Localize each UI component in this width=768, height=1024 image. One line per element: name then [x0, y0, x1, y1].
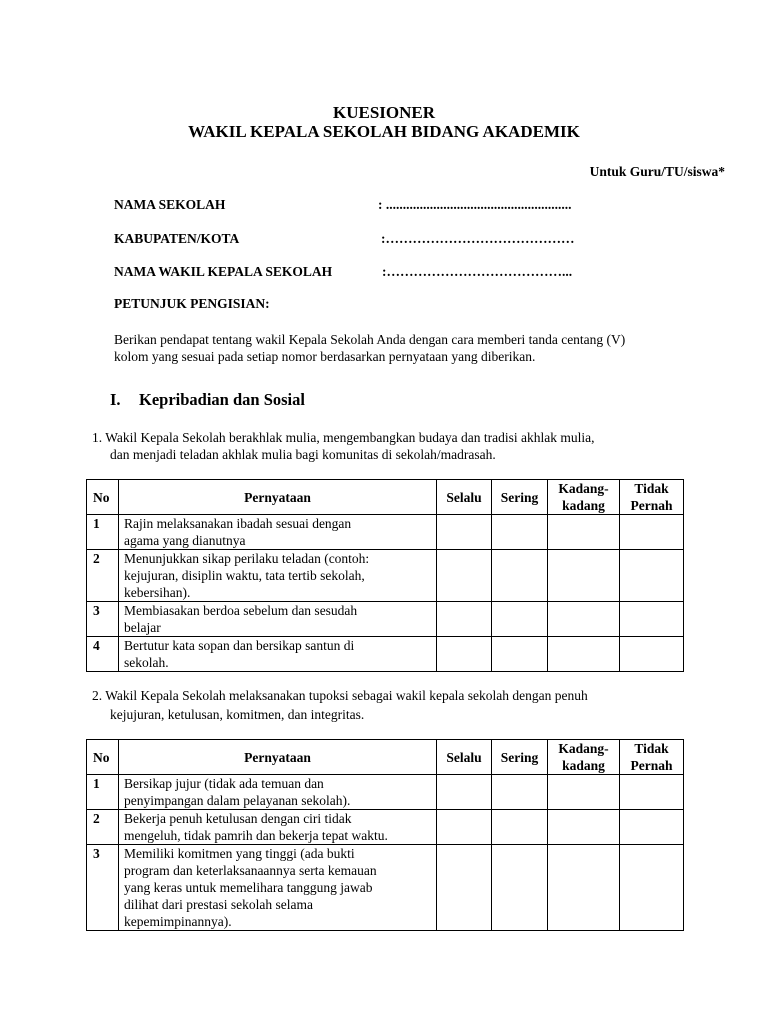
- question-1-line-1: 1. Wakil Kepala Sekolah berakhlak mulia, mengembangkan budaya dan tradisi akhlak mulia,: [92, 430, 595, 445]
- statement-line: program dan keterlaksanaannya serta kemauan: [124, 863, 377, 878]
- header-sering: Sering: [492, 480, 548, 515]
- header-kadang-line-2: kadang: [562, 758, 605, 773]
- section-number: I.: [110, 390, 121, 409]
- checkbox-cell-sering[interactable]: [492, 775, 548, 810]
- checkbox-cell-tidak-pernah[interactable]: [620, 550, 684, 602]
- checkbox-cell-tidak-pernah[interactable]: [620, 845, 684, 931]
- document-title: KUESIONER: [332, 103, 436, 122]
- header-tidak-line-2: Pernah: [630, 758, 673, 773]
- header-no: No: [87, 480, 119, 515]
- row-number: 3: [87, 845, 119, 931]
- statement-line: sekolah.: [124, 655, 169, 670]
- table-row: [87, 845, 684, 931]
- row-number: 4: [87, 637, 119, 672]
- header-kadang-kadang: [548, 740, 620, 775]
- statement-line: kebersihan).: [124, 585, 191, 600]
- header-sering: Sering: [492, 740, 548, 775]
- statement-line: kejujuran, disiplin waktu, tata tertib sekolah,: [124, 568, 365, 583]
- table-row: [87, 775, 684, 810]
- statement-line: Bersikap jujur (tidak ada temuan dan: [124, 776, 324, 791]
- header-tidak-pernah: [620, 480, 684, 515]
- checkbox-cell-tidak-pernah[interactable]: [620, 637, 684, 672]
- statement-line: belajar: [124, 620, 161, 635]
- checkbox-cell-sering[interactable]: [492, 602, 548, 637]
- table-row: [87, 550, 684, 602]
- checkbox-cell-tidak-pernah[interactable]: [620, 810, 684, 845]
- header-selalu: Selalu: [437, 740, 492, 775]
- statement-line: Membiasakan berdoa sebelum dan sesudah: [124, 603, 358, 618]
- checkbox-cell-selalu[interactable]: [437, 637, 492, 672]
- header-tidak-pernah: [620, 740, 684, 775]
- question-2-line-2: kejujuran, ketulusan, komitmen, dan integritas.: [110, 707, 365, 722]
- field-value-kabupaten: :……………………………………: [381, 231, 575, 246]
- checkbox-cell-kadang[interactable]: [548, 810, 620, 845]
- header-tidak-line-1: Tidak: [634, 741, 669, 756]
- checkbox-cell-kadang[interactable]: [548, 637, 620, 672]
- table-row: [87, 515, 684, 550]
- checkbox-cell-selalu[interactable]: [437, 845, 492, 931]
- checkbox-cell-selalu[interactable]: [437, 810, 492, 845]
- document-subtitle: WAKIL KEPALA SEKOLAH BIDANG AKADEMIK: [188, 122, 580, 141]
- instructions-line-1: Berikan pendapat tentang wakil Kepala Sekolah Anda dengan cara memberi tanda centang (V): [114, 332, 626, 347]
- header-tidak-line-1: Tidak: [634, 481, 669, 496]
- field-value-wakil-kepala: :…………………………………...: [382, 264, 573, 279]
- header-pernyataan: Pernyataan: [119, 740, 437, 775]
- row-number: 3: [87, 602, 119, 637]
- checkbox-cell-tidak-pernah[interactable]: [620, 602, 684, 637]
- header-kadang-line-1: Kadang-: [558, 481, 609, 496]
- row-statement: [119, 602, 437, 637]
- statement-line: Bekerja penuh ketulusan dengan ciri tidak: [124, 811, 352, 826]
- checkbox-cell-kadang[interactable]: [548, 515, 620, 550]
- row-statement: [119, 775, 437, 810]
- row-statement: [119, 637, 437, 672]
- statement-line: penyimpangan dalam pelayanan sekolah).: [124, 793, 351, 808]
- checkbox-cell-tidak-pernah[interactable]: [620, 775, 684, 810]
- header-kadang-kadang: [548, 480, 620, 515]
- questionnaire-table-2: [86, 739, 684, 931]
- question-1-line-2: dan menjadi teladan akhlak mulia bagi komunitas di sekolah/madrasah.: [110, 447, 496, 462]
- statement-line: dilihat dari prestasi sekolah selama: [124, 897, 313, 912]
- statement-line: agama yang dianutnya: [124, 533, 246, 548]
- header-kadang-line-2: kadang: [562, 498, 605, 513]
- table-row: [87, 637, 684, 672]
- row-number: 1: [87, 775, 119, 810]
- statement-line: kepemimpinannya).: [124, 914, 232, 929]
- header-no: No: [87, 740, 119, 775]
- instructions-heading: PETUNJUK PENGISIAN:: [114, 296, 270, 311]
- checkbox-cell-selalu[interactable]: [437, 602, 492, 637]
- checkbox-cell-selalu[interactable]: [437, 550, 492, 602]
- statement-line: Rajin melaksanakan ibadah sesuai dengan: [124, 516, 352, 531]
- checkbox-cell-kadang[interactable]: [548, 550, 620, 602]
- statement-line: Menunjukkan sikap perilaku teladan (contoh:: [124, 551, 370, 566]
- checkbox-cell-sering[interactable]: [492, 637, 548, 672]
- field-label-nama-sekolah: NAMA SEKOLAH: [114, 197, 226, 212]
- row-number: 2: [87, 550, 119, 602]
- respondent-type: Untuk Guru/TU/siswa*: [589, 164, 725, 179]
- header-tidak-line-2: Pernah: [630, 498, 673, 513]
- table-header-row: [87, 740, 684, 775]
- table-header-row: [87, 480, 684, 515]
- row-statement: [119, 810, 437, 845]
- checkbox-cell-kadang[interactable]: [548, 775, 620, 810]
- question-2-line-1: 2. Wakil Kepala Sekolah melaksanakan tupoksi sebagai wakil kepala sekolah dengan penuh: [92, 688, 588, 703]
- statement-line: yang keras untuk memelihara tanggung jawab: [124, 880, 373, 895]
- header-selalu: Selalu: [437, 480, 492, 515]
- instructions-line-2: kolom yang sesuai pada setiap nomor berdasarkan pernyataan yang diberikan.: [114, 349, 536, 364]
- checkbox-cell-kadang[interactable]: [548, 845, 620, 931]
- statement-line: Memiliki komitmen yang tinggi (ada bukti: [124, 846, 355, 861]
- row-statement: [119, 845, 437, 931]
- checkbox-cell-sering[interactable]: [492, 550, 548, 602]
- statement-line: mengeluh, tidak pamrih dan bekerja tepat waktu.: [124, 828, 388, 843]
- checkbox-cell-tidak-pernah[interactable]: [620, 515, 684, 550]
- checkbox-cell-sering[interactable]: [492, 845, 548, 931]
- checkbox-cell-sering[interactable]: [492, 810, 548, 845]
- field-label-wakil-kepala: NAMA WAKIL KEPALA SEKOLAH: [114, 264, 333, 279]
- row-number: 2: [87, 810, 119, 845]
- table-row: [87, 810, 684, 845]
- row-statement: [119, 515, 437, 550]
- row-statement: [119, 550, 437, 602]
- row-number: 1: [87, 515, 119, 550]
- checkbox-cell-sering[interactable]: [492, 515, 548, 550]
- checkbox-cell-selalu[interactable]: [437, 775, 492, 810]
- header-kadang-line-1: Kadang-: [558, 741, 609, 756]
- checkbox-cell-kadang[interactable]: [548, 602, 620, 637]
- header-pernyataan: Pernyataan: [119, 480, 437, 515]
- field-label-kabupaten: KABUPATEN/KOTA: [114, 231, 240, 246]
- field-value-nama-sekolah: : .......................................................: [378, 197, 572, 212]
- questionnaire-table-1: [86, 479, 684, 672]
- section-title: Kepribadian dan Sosial: [139, 390, 305, 409]
- checkbox-cell-selalu[interactable]: [437, 515, 492, 550]
- statement-line: Bertutur kata sopan dan bersikap santun di: [124, 638, 355, 653]
- table-row: [87, 602, 684, 637]
